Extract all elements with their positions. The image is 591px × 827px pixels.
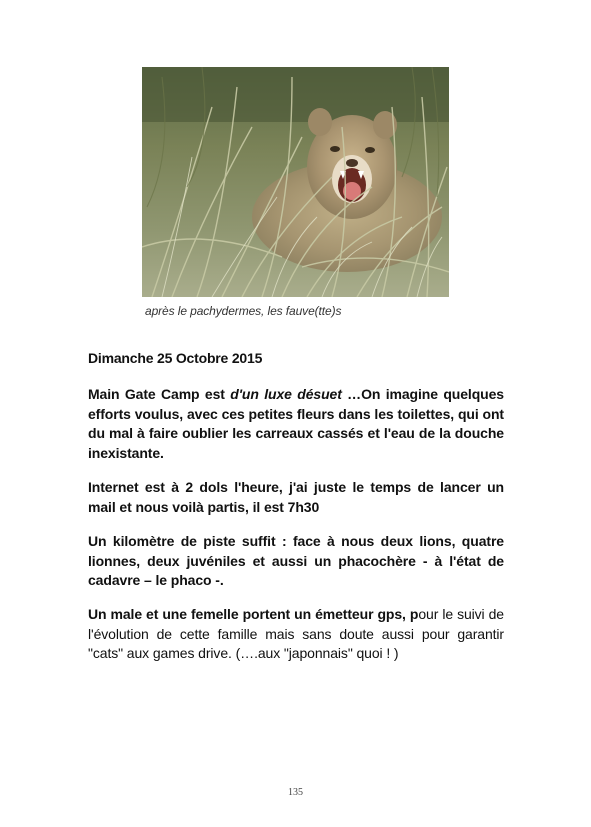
paragraph-main-gate-camp [88,385,504,463]
paragraph-gps [88,605,504,664]
paragraph-text: Main Gate Camp est [88,386,231,402]
paragraph-internet: Internet est à 2 dols l'heure, j'ai juste le temps de lancer un mail et nous voilà partis, il est 7h30 [88,479,504,515]
date-heading: Dimanche 25 Octobre 2015 [88,350,263,366]
lioness-photo [142,67,449,297]
paragraph-text: our le suivi de l'évolution de cette famille mais sans doute aussi pour garantir "cats" aux games drive. (….aux "japonnais" quoi ! ) [88,606,504,661]
paragraph-text: …On imagine quelques efforts voulus, avec ces petites fleurs dans les toilettes, qui ont du mal à faire oublier les carreaux cassés et l'eau de la douche inexistante. [88,386,504,461]
paragraph-lions: Un kilomètre de piste suffit : face à nous deux lions, quatre lionnes, deux juvéniles et aussi un phacochère - à l'état de cadavre – le phaco -. [88,533,504,588]
paragraph-bold-text: Un male et une femelle portent un émetteur gps, p [88,606,419,622]
italic-phrase: d'un luxe désuet [230,386,342,402]
photo-caption: après le pachydermes, les fauve(tte)s [145,304,342,318]
page-number: 135 [288,787,303,798]
